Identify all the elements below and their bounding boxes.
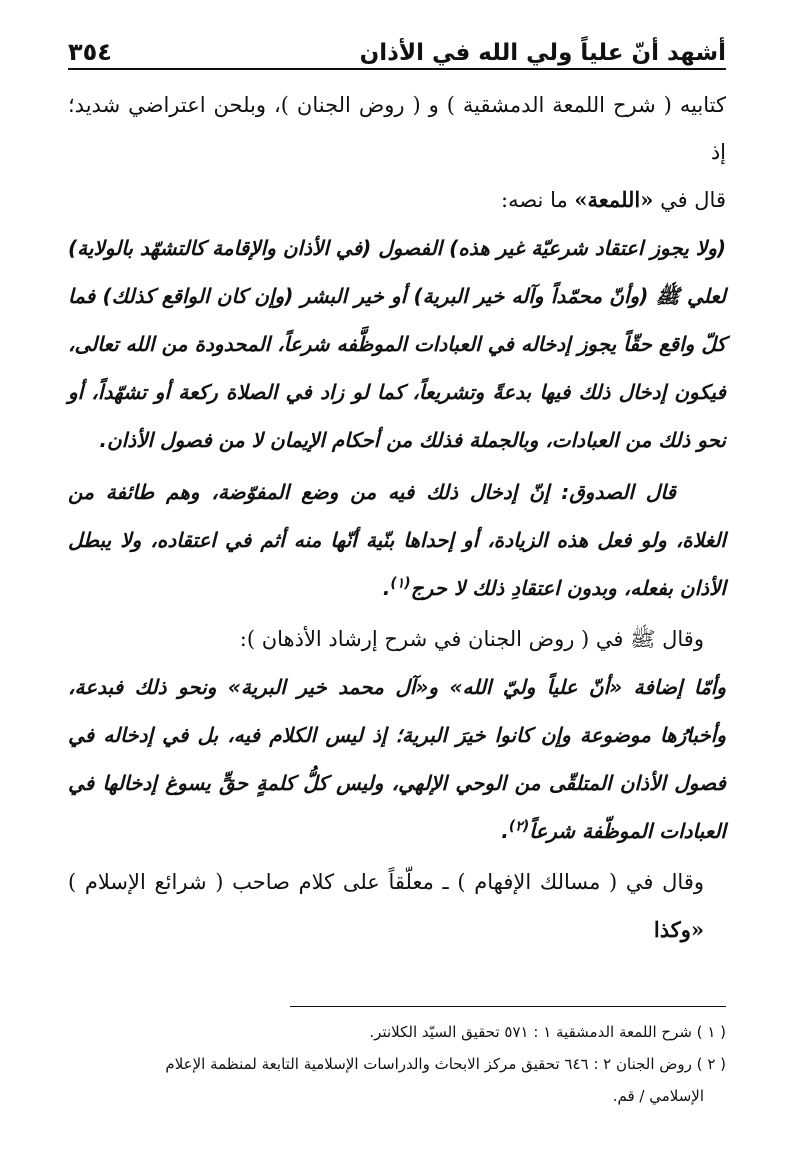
quote-saduq-text: قال الصدوق: إنّ إدخال ذلك فيه من وضع المفوّضة، وهم طائفة من الغلاة، ولو فعل هذه الزيادة، أو إحداها بنّية أنّها منه أثم في اعتقاده، ولا يبطل الأذان بفعله، وبدون اعتقادِ ذلك لا حرج xyxy=(68,480,726,600)
intro-masalik xyxy=(68,859,704,954)
footnote-1: ( ١ ) شرح اللمعة الدمشقية ١ : ٥٧١ تحقيق السيّد الكلانتر. xyxy=(369,1023,726,1041)
intro-line-1: كتابيه ( شرح اللمعة الدمشقية ) و ( روض الجنان )، وبلحن اعتراضي شديد؛ إذ xyxy=(68,93,726,164)
page-number: ٣٥٤ xyxy=(68,38,112,66)
quote-rawd: وأمّا إضافة «أنّ علياً وليّ الله» و«آل محمد خير البرية» ونحو ذلك فبدعة، وأخبارُها موضوعة وإن كانوا خيرَ البرية؛ إذ ليس الكلام فيه، بل في إدخاله في فصول الأذان المتلقّى من الوحي الإلهي، وليس كلُّ كلمةٍ حقٍّ يسوغ إدخالها في العبادات الموظّفة شرعاً$^{(٢)}$. xyxy=(68,675,726,843)
header-rule xyxy=(68,68,726,70)
intro-rawd: وقال ﷺ في ( روض الجنان في شرح إرشاد الأذهان ): xyxy=(239,627,704,651)
footnote-2-continuation: الإسلامي / قم. xyxy=(612,1087,704,1105)
intro-masalik-text: وقال في ( مسالك الإفهام ) ـ معلّقاً على كلام صاحب ( شرائع الإسلام ) xyxy=(68,870,704,894)
footnotes xyxy=(68,1016,726,1112)
quote-saduq: قال الصدوق: إنّ إدخال ذلك فيه من وضع المفوّضة، وهم طائفة من الغلاة، ولو فعل هذه الزيادة، أو إحداها بنّية أنّها منه أثم في اعتقاده، ولا يبطل الأذان بفعله، وبدون اعتقادِ ذلك لا حرج$^{(١)}$. xyxy=(68,480,726,600)
footnote-2 xyxy=(68,1048,726,1112)
running-title: أشهد أنّ علياً ولي الله في الأذان xyxy=(359,40,726,66)
intro-masalik-quote-start: «وكذا xyxy=(653,917,704,942)
quote-lumaa: (ولا يجوز اعتقاد شرعيّة غير هذه) الفصول (في الأذان والإقامة كالتشهّد بالولاية) لعلي ﷺ (وأنّ محمّداً وآله خير البرية) أو خير البشر (وإن كان الواقع كذلك) فما كلّ واقع حقّاً يجوز إدخاله في العبادات الموظَّفه شرعاً، المحدودة من الله تعالى، فيكون إدخال ذلك فيها بدعةً وتشريعاً، كما لو زاد في الصلاة ركعة أو تشهّداً، أو نحو ذلك من العبادات، وبالجملة فذلك من أحكام الإيمان لا من فصول الأذان. xyxy=(68,236,726,452)
footnote-2-text: ( ٢ ) روض الجنان ٢ : ٦٤٦ تحقيق مركز الابحاث والدراسات الإسلامية التابعة لمنظمة الإعلام xyxy=(165,1055,726,1073)
main-text xyxy=(68,82,726,954)
footnote-ref-1: (١) xyxy=(390,575,411,592)
intro-line-2 xyxy=(68,176,726,224)
footnote-rule xyxy=(290,1006,726,1007)
quote-rawd-text: وأمّا إضافة «أنّ علياً وليّ الله» و«آل محمد خير البرية» ونحو ذلك فبدعة، وأخبارُها موضوعة وإن كانوا خيرَ البرية؛ إذ ليس الكلام فيه، بل في إدخاله في فصول الأذان المتلقّى من الوحي الإلهي، وليس كلُّ كلمةٍ حقٍّ يسوغ إدخالها في العبادات الموظّفة شرعاً xyxy=(68,675,726,843)
intro-suffix: ما نصه: xyxy=(501,188,568,212)
intro-prefix: قال في xyxy=(660,188,726,212)
footnote-ref-2: (٢) xyxy=(508,818,530,835)
page-header xyxy=(68,26,726,66)
book-title-lumaa: «اللمعة» xyxy=(574,187,654,212)
